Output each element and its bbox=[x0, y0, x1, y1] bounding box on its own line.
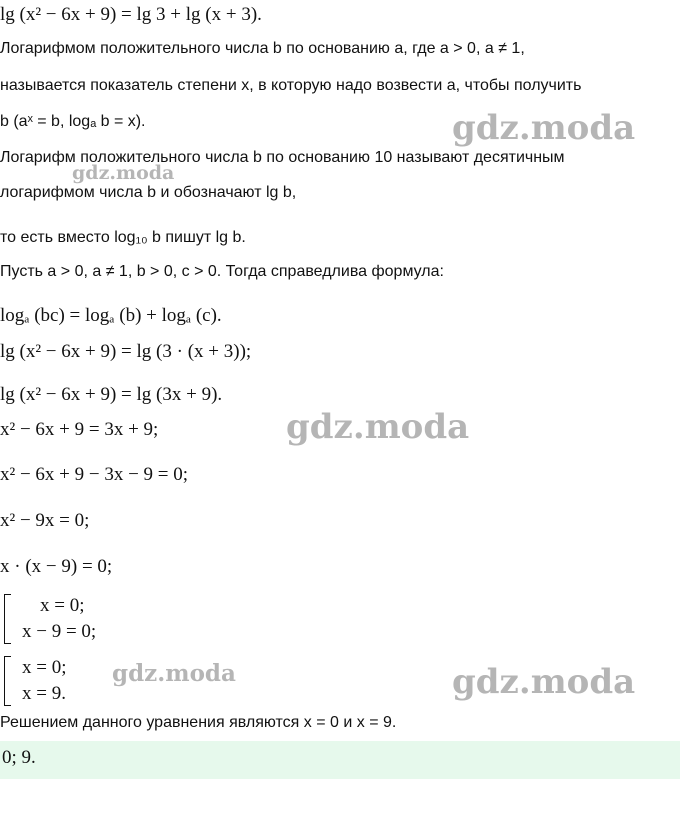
system-bracket-1 bbox=[4, 594, 11, 644]
log-product-formula: logₐ (bc) = logₐ (b) + logₐ (c). bbox=[0, 305, 222, 326]
equation-given: lg (x² − 6x + 9) = lg 3 + lg (x + 3). bbox=[0, 4, 262, 25]
system-2-line-2: x = 9. bbox=[22, 683, 66, 704]
step-5: x² − 9x = 0; bbox=[0, 510, 90, 531]
answer-value: 0; 9. bbox=[2, 747, 36, 768]
decimal-log-line-1: Логарифм положительного числа b по основанию 10 называют десятичным bbox=[0, 149, 565, 166]
answer-box bbox=[0, 741, 680, 779]
watermark-logo: gdz.moda bbox=[72, 162, 175, 184]
watermark-logo: gdz.moda bbox=[452, 108, 636, 148]
decimal-log-line-2: логарифмом числа b и обозначают lg b, bbox=[0, 184, 297, 201]
step-2: lg (x² − 6x + 9) = lg (3x + 9). bbox=[0, 384, 223, 405]
definition-line-2: называется показатель степени x, в которую надо возвести a, чтобы получить bbox=[0, 77, 582, 94]
watermark-logo: gdz.moda bbox=[286, 407, 470, 447]
definition-line-1: Логарифмом положительного числа b по основанию a, где a > 0, a ≠ 1, bbox=[0, 40, 525, 57]
system-bracket-2 bbox=[4, 656, 11, 706]
watermark-logo: gdz.moda bbox=[112, 660, 236, 687]
step-4: x² − 6x + 9 − 3x − 9 = 0; bbox=[0, 464, 189, 485]
system-1-line-2: x − 9 = 0; bbox=[22, 621, 97, 642]
conclusion-text: Решением данного уравнения являются x = 0 и x = 9. bbox=[0, 714, 397, 731]
system-2-line-1: x = 0; bbox=[22, 657, 67, 678]
step-1: lg (x² − 6x + 9) = lg (3 · (x + 3)); bbox=[0, 341, 252, 362]
step-6: x · (x − 9) = 0; bbox=[0, 556, 113, 577]
step-3: x² − 6x + 9 = 3x + 9; bbox=[0, 419, 159, 440]
system-1-line-1: x = 0; bbox=[40, 595, 85, 616]
property-statement: Пусть a > 0, a ≠ 1, b > 0, c > 0. Тогда справедлива формула: bbox=[0, 263, 444, 280]
definition-line-3: b (aˣ = b, logₐ b = x). bbox=[0, 113, 146, 130]
watermark-logo: gdz.moda bbox=[452, 662, 636, 702]
decimal-log-line-3: то есть вместо log₁₀ b пишут lg b. bbox=[0, 229, 246, 246]
